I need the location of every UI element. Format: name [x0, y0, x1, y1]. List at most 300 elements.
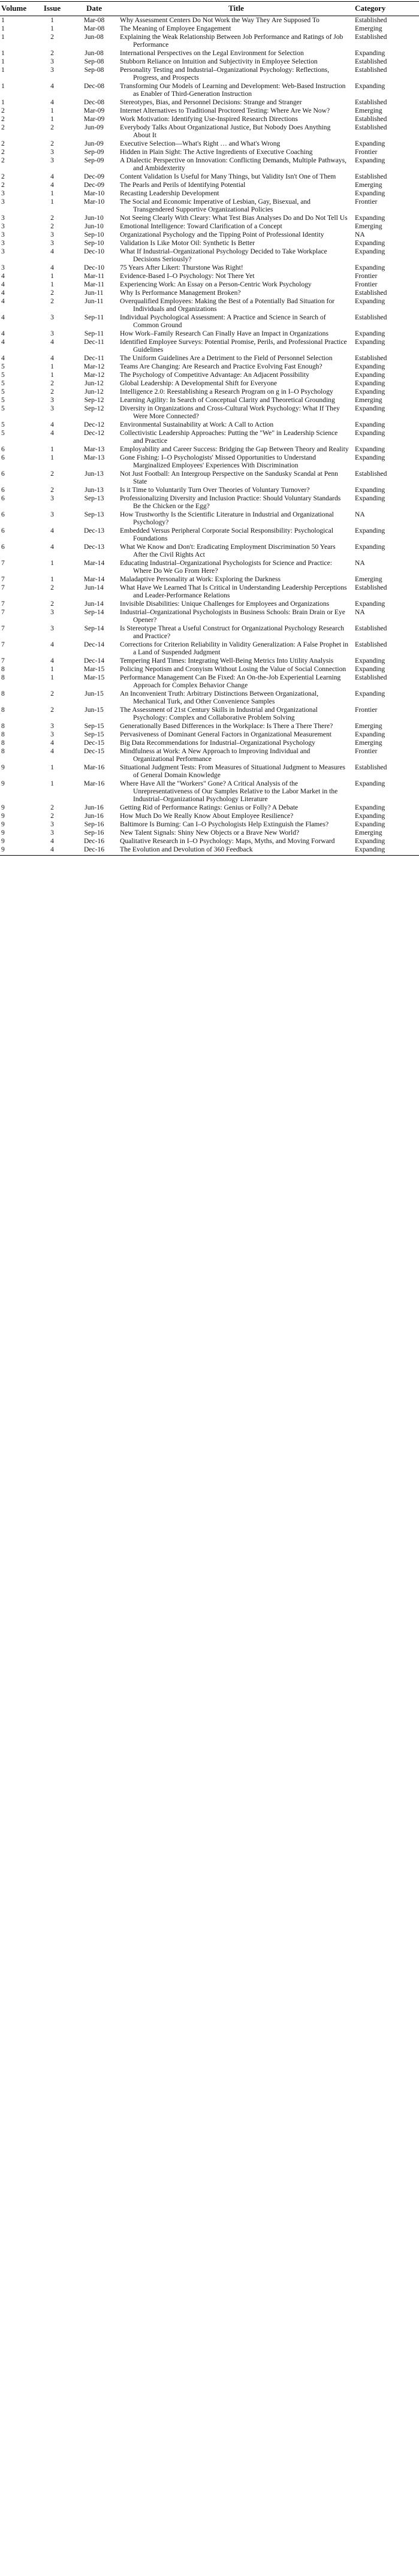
table-row — [0, 845, 419, 856]
category-cell: NA — [355, 559, 365, 567]
issue-cell: 2 — [50, 600, 54, 608]
title-cell: Is Stereotype Threat a Useful Construct for Organizational Psychology Research and Practice? — [120, 624, 345, 640]
title-cell: The Psychology of Competitive Advantage: An Adjacent Possibility — [120, 371, 309, 379]
title-cell: Work Motivation: Identifying Use-Inspired Research Directions — [120, 115, 298, 123]
issue-cell: 4 — [50, 527, 54, 534]
volume-cell: 5 — [1, 371, 5, 379]
title-cell: Maladaptive Personality at Work: Exploring the Darkness — [120, 575, 281, 583]
table-row — [0, 222, 419, 231]
issue-cell: 2 — [50, 486, 54, 494]
date-cell: Dec-12 — [83, 421, 105, 428]
issue-cell: 1 — [50, 25, 54, 32]
date-cell: Mar-16 — [83, 763, 105, 771]
category-cell: Expanding — [355, 812, 385, 820]
date-cell: Sep-13 — [84, 494, 104, 502]
date-cell: Sep-09 — [84, 156, 104, 164]
volume-cell: 1 — [1, 98, 5, 106]
table-row — [0, 608, 419, 624]
date-cell: Mar-13 — [83, 445, 105, 453]
volume-cell: 1 — [1, 25, 5, 32]
volume-cell: 5 — [1, 421, 5, 428]
issue-cell: 1 — [50, 559, 54, 567]
volume-cell: 7 — [1, 608, 5, 616]
date-cell: Mar-14 — [83, 575, 105, 583]
table-row — [0, 264, 419, 272]
table-row — [0, 198, 419, 214]
table-row — [0, 363, 419, 371]
issue-cell: 3 — [50, 66, 54, 74]
category-cell: Frontier — [355, 747, 378, 755]
date-cell: Dec-10 — [83, 264, 105, 271]
category-cell: Expanding — [354, 845, 419, 856]
volume-cell: 7 — [1, 624, 5, 632]
category-cell: Emerging — [355, 575, 382, 583]
category-cell: Emerging — [355, 396, 382, 404]
title-cell: Emotional Intelligence: Toward Clarification of a Concept — [120, 222, 282, 230]
table-row — [0, 16, 419, 25]
category-cell: NA — [355, 511, 365, 518]
volume-cell: 6 — [1, 486, 5, 494]
issue-cell: 3 — [50, 829, 54, 836]
category-cell: Emerging — [355, 722, 382, 730]
title-cell: Internet Alternatives to Traditional Proctored Testing: Where Are We Now? — [120, 107, 330, 114]
issue-cell: 4 — [50, 173, 54, 180]
date-cell: Sep-12 — [84, 404, 104, 412]
category-cell: Expanding — [355, 338, 385, 346]
title-cell: The Meaning of Employee Engagement — [120, 25, 231, 32]
volume-cell: 4 — [1, 354, 5, 362]
table-row — [0, 511, 419, 527]
table-row — [0, 371, 419, 379]
volume-cell: 4 — [1, 338, 5, 346]
date-cell: Jun-13 — [85, 470, 104, 478]
issue-cell: 3 — [50, 156, 54, 164]
date-cell: Dec-09 — [83, 173, 105, 180]
category-cell: Frontier — [355, 148, 378, 156]
issue-cell: 4 — [50, 354, 54, 362]
issue-cell: 1 — [50, 107, 54, 114]
date-cell: Mar-11 — [83, 280, 105, 288]
date-cell: Dec-15 — [83, 739, 105, 747]
issue-cell: 2 — [50, 812, 54, 820]
header-title: Title — [119, 2, 354, 16]
date-cell: Dec-14 — [83, 641, 105, 648]
table-row — [0, 247, 419, 264]
category-cell: Expanding — [355, 214, 385, 222]
volume-cell: 7 — [1, 657, 5, 665]
volume-cell: 4 — [1, 330, 5, 337]
volume-cell: 9 — [1, 837, 5, 845]
date-cell: Jun-09 — [85, 123, 104, 131]
issue-cell: 3 — [50, 494, 54, 502]
volume-cell: 9 — [1, 804, 5, 811]
table-row — [0, 829, 419, 837]
table-row — [0, 231, 419, 239]
category-cell: Frontier — [355, 198, 378, 206]
volume-cell: 2 — [1, 156, 5, 164]
table-row — [0, 214, 419, 222]
volume-cell: 7 — [1, 584, 5, 591]
table-row — [0, 58, 419, 66]
title-cell: Environmental Sustainability at Work: A Call to Action — [120, 421, 274, 428]
title-cell: Experiencing Work: An Essay on a Person-Centric Work Psychology — [120, 280, 312, 288]
volume-cell: 3 — [1, 189, 5, 197]
category-cell: Established — [355, 33, 387, 41]
date-cell: Dec-11 — [84, 354, 104, 362]
title-cell: Pervasiveness of Dominant General Factors in Organizational Measurement — [120, 730, 331, 738]
category-cell: Emerging — [355, 222, 382, 230]
category-cell: Established — [355, 624, 387, 632]
title-cell: What If Industrial–Organizational Psychology Decided to Take Workplace Decisions Seriously? — [120, 247, 327, 263]
category-cell: Established — [355, 98, 387, 106]
header-issue: Issue — [35, 2, 70, 16]
title-cell: Teams Are Changing: Are Research and Practice Evolving Fast Enough? — [120, 363, 322, 370]
table-row — [0, 804, 419, 812]
issue-cell: 4 — [50, 739, 54, 747]
table-row — [0, 140, 419, 148]
table-row — [0, 404, 419, 421]
volume-cell: 3 — [1, 239, 5, 247]
issue-cell: 2 — [50, 388, 54, 395]
volume-cell: 8 — [1, 730, 5, 738]
volume-cell: 1 — [1, 33, 5, 41]
category-cell: Expanding — [355, 49, 385, 57]
category-cell: Expanding — [355, 543, 385, 551]
issue-cell: 3 — [50, 820, 54, 828]
issue-cell: 4 — [50, 247, 54, 255]
volume-cell: 4 — [1, 272, 5, 280]
date-cell: Jun-15 — [85, 690, 104, 697]
category-cell: Emerging — [355, 181, 382, 189]
category-cell: Expanding — [355, 486, 385, 494]
title-cell: Educating Industrial–Organizational Psychologists for Science and Practice: Where Do We Go From Here? — [120, 559, 332, 575]
volume-cell: 4 — [1, 297, 5, 305]
volume-cell: 2 — [1, 148, 5, 156]
category-cell: Frontier — [355, 272, 378, 280]
issue-cell: 2 — [50, 49, 54, 57]
title-cell: What Have We Learned That Is Critical in Understanding Leadership Perceptions and Leader-Performance Relations — [120, 584, 347, 599]
category-cell: Expanding — [355, 330, 385, 337]
category-cell: Expanding — [355, 780, 385, 787]
table-row — [0, 739, 419, 747]
issue-cell: 2 — [50, 470, 54, 478]
date-cell: Mar-09 — [83, 115, 105, 123]
category-cell: Expanding — [355, 388, 385, 395]
category-cell: Established — [355, 470, 387, 478]
issue-cell: 1 — [50, 763, 54, 771]
table-row — [0, 674, 419, 690]
issue-cell: 2 — [50, 289, 54, 297]
title-cell: The Uniform Guidelines Are a Detriment to the Field of Personnel Selection — [120, 354, 333, 362]
category-cell: Expanding — [355, 363, 385, 370]
issue-cell: 2 — [50, 379, 54, 387]
volume-cell: 2 — [1, 181, 5, 189]
issue-cell: 3 — [50, 231, 54, 238]
volume-cell: 1 — [1, 66, 5, 74]
date-cell: Dec-10 — [83, 247, 105, 255]
date-cell: Jun-09 — [85, 140, 104, 147]
volume-cell: 3 — [1, 198, 5, 206]
header-row — [0, 2, 419, 16]
issue-cell: 2 — [50, 123, 54, 131]
issue-cell: 2 — [50, 222, 54, 230]
volume-cell: 9 — [1, 763, 5, 771]
volume-cell: 6 — [1, 543, 5, 551]
date-cell: Sep-15 — [84, 730, 104, 738]
title-cell: Policing Nepotism and Cronyism Without Losing the Value of Social Connection — [120, 665, 346, 673]
title-cell: Not Seeing Clearly With Cleary: What Test Bias Analyses Do and Do Not Tell Us — [120, 214, 348, 222]
title-cell: Content Validation Is Useful for Many Things, but Validity Isn't One of Them — [120, 173, 336, 180]
issue-cell: 4 — [50, 543, 54, 551]
issue-cell: 3 — [50, 148, 54, 156]
table-row — [0, 706, 419, 722]
volume-cell: 9 — [1, 780, 5, 787]
date-cell: Jun-08 — [85, 33, 104, 41]
title-cell: How Work–Family Research Can Finally Have an Impact in Organizations — [120, 330, 328, 337]
title-cell: How Trustworthy Is the Scientific Literature in Industrial and Organizational Psychology? — [120, 511, 334, 526]
category-cell: Expanding — [355, 404, 385, 412]
table-row — [0, 98, 419, 107]
title-cell: Evidence-Based I–O Psychology: Not There Yet — [120, 272, 255, 280]
title-cell: International Perspectives on the Legal Environment for Selection — [120, 49, 304, 57]
category-cell: Expanding — [355, 730, 385, 738]
date-cell: Sep-10 — [84, 231, 104, 238]
table-row — [0, 470, 419, 486]
category-cell: Expanding — [355, 371, 385, 379]
issue-cell: 1 — [50, 198, 54, 206]
volume-cell: 8 — [1, 690, 5, 697]
title-cell: Stubborn Reliance on Intuition and Subjectivity in Employee Selection — [120, 58, 318, 65]
volume-cell: 5 — [1, 363, 5, 370]
category-cell: Frontier — [355, 280, 378, 288]
volume-cell: 9 — [0, 845, 35, 856]
title-cell: Why Is Performance Management Broken? — [120, 289, 241, 297]
title-cell: Professionalizing Diversity and Inclusion Practice: Should Voluntary Standards Be the Chicken or the Egg? — [120, 494, 341, 510]
date-cell: Dec-15 — [83, 747, 105, 755]
header-category: Category — [354, 2, 419, 16]
issue-cell: 1 — [50, 272, 54, 280]
table-row — [0, 330, 419, 338]
category-cell: Established — [355, 354, 387, 362]
table-row — [0, 624, 419, 641]
date-cell: Dec-16 — [83, 837, 105, 845]
category-cell: Established — [355, 584, 387, 591]
title-cell: The Pearls and Perils of Identifying Potential — [120, 181, 246, 189]
title-cell: Diversity in Organizations and Cross-Cultural Work Psychology: What If They Were More Connected? — [120, 404, 340, 420]
title-cell: Is it Time to Voluntarily Turn Over Theories of Voluntary Turnover? — [120, 486, 310, 494]
title-cell: Personality Testing and Industrial–Organizational Psychology: Reflections, Progress, and Prospects — [120, 66, 330, 81]
issue-cell: 1 — [50, 115, 54, 123]
title-cell: Employability and Career Success: Bridging the Gap Between Theory and Reality — [120, 445, 349, 453]
volume-cell: 2 — [1, 173, 5, 180]
table-row — [0, 820, 419, 829]
issue-cell: 1 — [50, 575, 54, 583]
date-cell: Dec-13 — [83, 543, 105, 551]
issue-cell: 2 — [50, 804, 54, 811]
table-row — [0, 486, 419, 494]
table-row — [0, 600, 419, 608]
category-cell: Established — [355, 313, 387, 321]
date-cell: Dec-08 — [83, 82, 105, 90]
volume-cell: 3 — [1, 214, 5, 222]
category-cell: Frontier — [355, 706, 378, 714]
category-cell: Expanding — [355, 82, 385, 90]
table-row — [0, 156, 419, 173]
date-cell: Mar-08 — [83, 16, 105, 24]
category-cell: Established — [355, 763, 387, 771]
title-cell: Big Data Recommendations for Industrial–Organizational Psychology — [120, 739, 315, 747]
table-row — [0, 454, 419, 470]
table-row — [0, 559, 419, 575]
category-cell: Expanding — [355, 140, 385, 147]
table-row — [0, 690, 419, 706]
date-cell: Sep-11 — [84, 330, 104, 337]
table-row — [0, 280, 419, 289]
issue-cell: 3 — [50, 511, 54, 518]
title-cell: Why Assessment Centers Do Not Work the Way They Are Supposed To — [120, 16, 319, 24]
title-cell: Gone Fishing: I–O Psychologists' Missed Opportunities to Understand Marginalized Employees' Experiences With Discrimination — [120, 454, 316, 469]
date-cell: Sep-14 — [84, 624, 104, 632]
volume-cell: 8 — [1, 706, 5, 714]
category-cell: Emerging — [355, 829, 382, 836]
issue-cell: 2 — [50, 706, 54, 714]
category-cell: Expanding — [355, 156, 385, 164]
issue-cell: 3 — [50, 313, 54, 321]
table-row — [0, 181, 419, 189]
category-cell: Expanding — [355, 820, 385, 828]
table-row — [0, 396, 419, 404]
category-cell: Expanding — [355, 421, 385, 428]
date-cell: Mar-13 — [83, 454, 105, 461]
issue-cell: 3 — [50, 624, 54, 632]
table-row — [0, 148, 419, 156]
date-cell: Sep-08 — [84, 66, 104, 74]
date-cell: Jun-11 — [85, 289, 104, 297]
table-row — [0, 494, 419, 511]
issue-cell: 1 — [50, 445, 54, 453]
volume-cell: 2 — [1, 140, 5, 147]
title-cell: 75 Years After Likert: Thurstone Was Right! — [120, 264, 243, 271]
volume-cell: 6 — [1, 494, 5, 502]
volume-cell: 4 — [1, 313, 5, 321]
issue-cell: 2 — [50, 690, 54, 697]
issue-cell: 4 — [50, 98, 54, 106]
date-cell: Jun-16 — [85, 812, 104, 820]
issue-cell: 3 — [50, 404, 54, 412]
category-cell: Established — [355, 641, 387, 648]
title-cell: Recasting Leadership Development — [120, 189, 219, 197]
title-cell: Executive Selection—What's Right … and What's Wrong — [120, 140, 281, 147]
title-cell: Baltimore Is Burning: Can I–O Psychologists Help Extinguish the Flames? — [120, 820, 329, 828]
date-cell: Mar-11 — [83, 272, 105, 280]
header-date: Date — [70, 2, 119, 16]
issue-cell: 1 — [50, 280, 54, 288]
category-cell: NA — [355, 231, 365, 238]
table-row — [0, 837, 419, 845]
title-cell: A Dialectic Perspective on Innovation: Conflicting Demands, Multiple Pathways, and Ambidexterity — [120, 156, 347, 172]
category-cell: Expanding — [355, 429, 385, 437]
date-cell: Jun-10 — [85, 222, 104, 230]
volume-cell: 8 — [1, 747, 5, 755]
volume-cell: 6 — [1, 527, 5, 534]
issue-cell: 1 — [50, 674, 54, 681]
table-row — [0, 763, 419, 780]
date-cell: Sep-13 — [84, 511, 104, 518]
title-cell: Getting Rid of Performance Ratings: Genius or Folly? A Debate — [120, 804, 299, 811]
title-cell: Overqualified Employees: Making the Best of a Potentially Bad Situation for Individuals and Organizations — [120, 297, 335, 313]
issue-cell: 4 — [50, 747, 54, 755]
title-cell: Situational Judgment Tests: From Measures of Situational Judgment to Measures of General Domain Knowledge — [120, 763, 346, 779]
date-cell: Jun-11 — [85, 297, 104, 305]
title-cell: Collectivistic Leadership Approaches: Putting the "We" in Leadership Science and Practice — [120, 429, 338, 445]
title-cell: Invisible Disabilities: Unique Challenges for Employees and Organizations — [120, 600, 330, 608]
title-cell: Where Have All the "Workers" Gone? A Critical Analysis of the Unrepresentativeness of Our Samples Relative to the Labor Market in the Industrial–Organizational Psychology Literature — [120, 780, 338, 803]
category-cell: Emerging — [355, 25, 382, 32]
issue-cell: 1 — [50, 363, 54, 370]
volume-cell: 8 — [1, 665, 5, 673]
issue-cell: 3 — [50, 330, 54, 337]
table-row — [0, 239, 419, 247]
category-cell: Expanding — [355, 804, 385, 811]
title-cell: Explaining the Weak Relationship Between Job Performance and Ratings of Job Performance — [120, 33, 343, 49]
title-cell: Embedded Versus Peripheral Corporate Social Responsibility: Psychological Foundations — [120, 527, 333, 542]
date-cell: Dec-16 — [70, 845, 119, 856]
table-body — [0, 16, 419, 856]
title-cell: Mindfulness at Work: A New Approach to Improving Individual and Organizational Performance — [120, 747, 311, 763]
issue-cell: 3 — [50, 722, 54, 730]
volume-cell: 4 — [1, 280, 5, 288]
title-cell: Global Leadership: A Developmental Shift for Everyone — [120, 379, 278, 387]
title-cell: Performance Management Can Be Fixed: An On-the-Job Experiential Learning Approach for Complex Behavior Change — [120, 674, 341, 689]
date-cell: Sep-16 — [84, 829, 104, 836]
issue-cell: 3 — [50, 608, 54, 616]
volume-cell: 5 — [1, 404, 5, 412]
volume-cell: 6 — [1, 470, 5, 478]
date-cell: Jun-08 — [85, 49, 104, 57]
date-cell: Mar-10 — [83, 198, 105, 206]
category-cell: Established — [355, 115, 387, 123]
title-cell: Stereotypes, Bias, and Personnel Decisions: Strange and Stranger — [120, 98, 302, 106]
issue-cell: 3 — [50, 239, 54, 247]
table-row — [0, 445, 419, 454]
title-cell: Industrial–Organizational Psychologists in Business Schools: Brain Drain or Eye Opener? — [120, 608, 345, 624]
category-cell: Expanding — [355, 527, 385, 534]
issue-cell: 2 — [50, 584, 54, 591]
date-cell: Jun-12 — [85, 379, 104, 387]
issue-cell: 4 — [50, 429, 54, 437]
table-row — [0, 812, 419, 820]
title-cell: Validation Is Like Motor Oil: Synthetic Is Better — [120, 239, 255, 247]
volume-cell: 7 — [1, 559, 5, 567]
date-cell: Mar-12 — [83, 371, 105, 379]
title-cell: Qualitative Research in I–O Psychology: Maps, Myths, and Moving Forward — [120, 837, 335, 845]
title-cell: An Inconvenient Truth: Arbitrary Distinctions Between Organizational, Mechanical Turk, and Other Convenience Samples — [120, 690, 319, 705]
title-cell: Everybody Talks About Organizational Justice, But Nobody Does Anything About It — [120, 123, 331, 139]
volume-cell: 9 — [1, 812, 5, 820]
table-row — [0, 313, 419, 330]
date-cell: Dec-12 — [83, 429, 105, 437]
volume-cell: 2 — [1, 107, 5, 114]
date-cell: Jun-14 — [85, 584, 104, 591]
issue-cell: 4 — [35, 845, 70, 856]
table-row — [0, 354, 419, 363]
volume-cell: 5 — [1, 429, 5, 437]
issue-cell: 4 — [50, 657, 54, 665]
title-cell: Generationally Based Differences in the Workplace: Is There a There There? — [120, 722, 333, 730]
issue-cell: 3 — [50, 58, 54, 65]
table-row — [0, 747, 419, 763]
volume-cell: 5 — [1, 379, 5, 387]
